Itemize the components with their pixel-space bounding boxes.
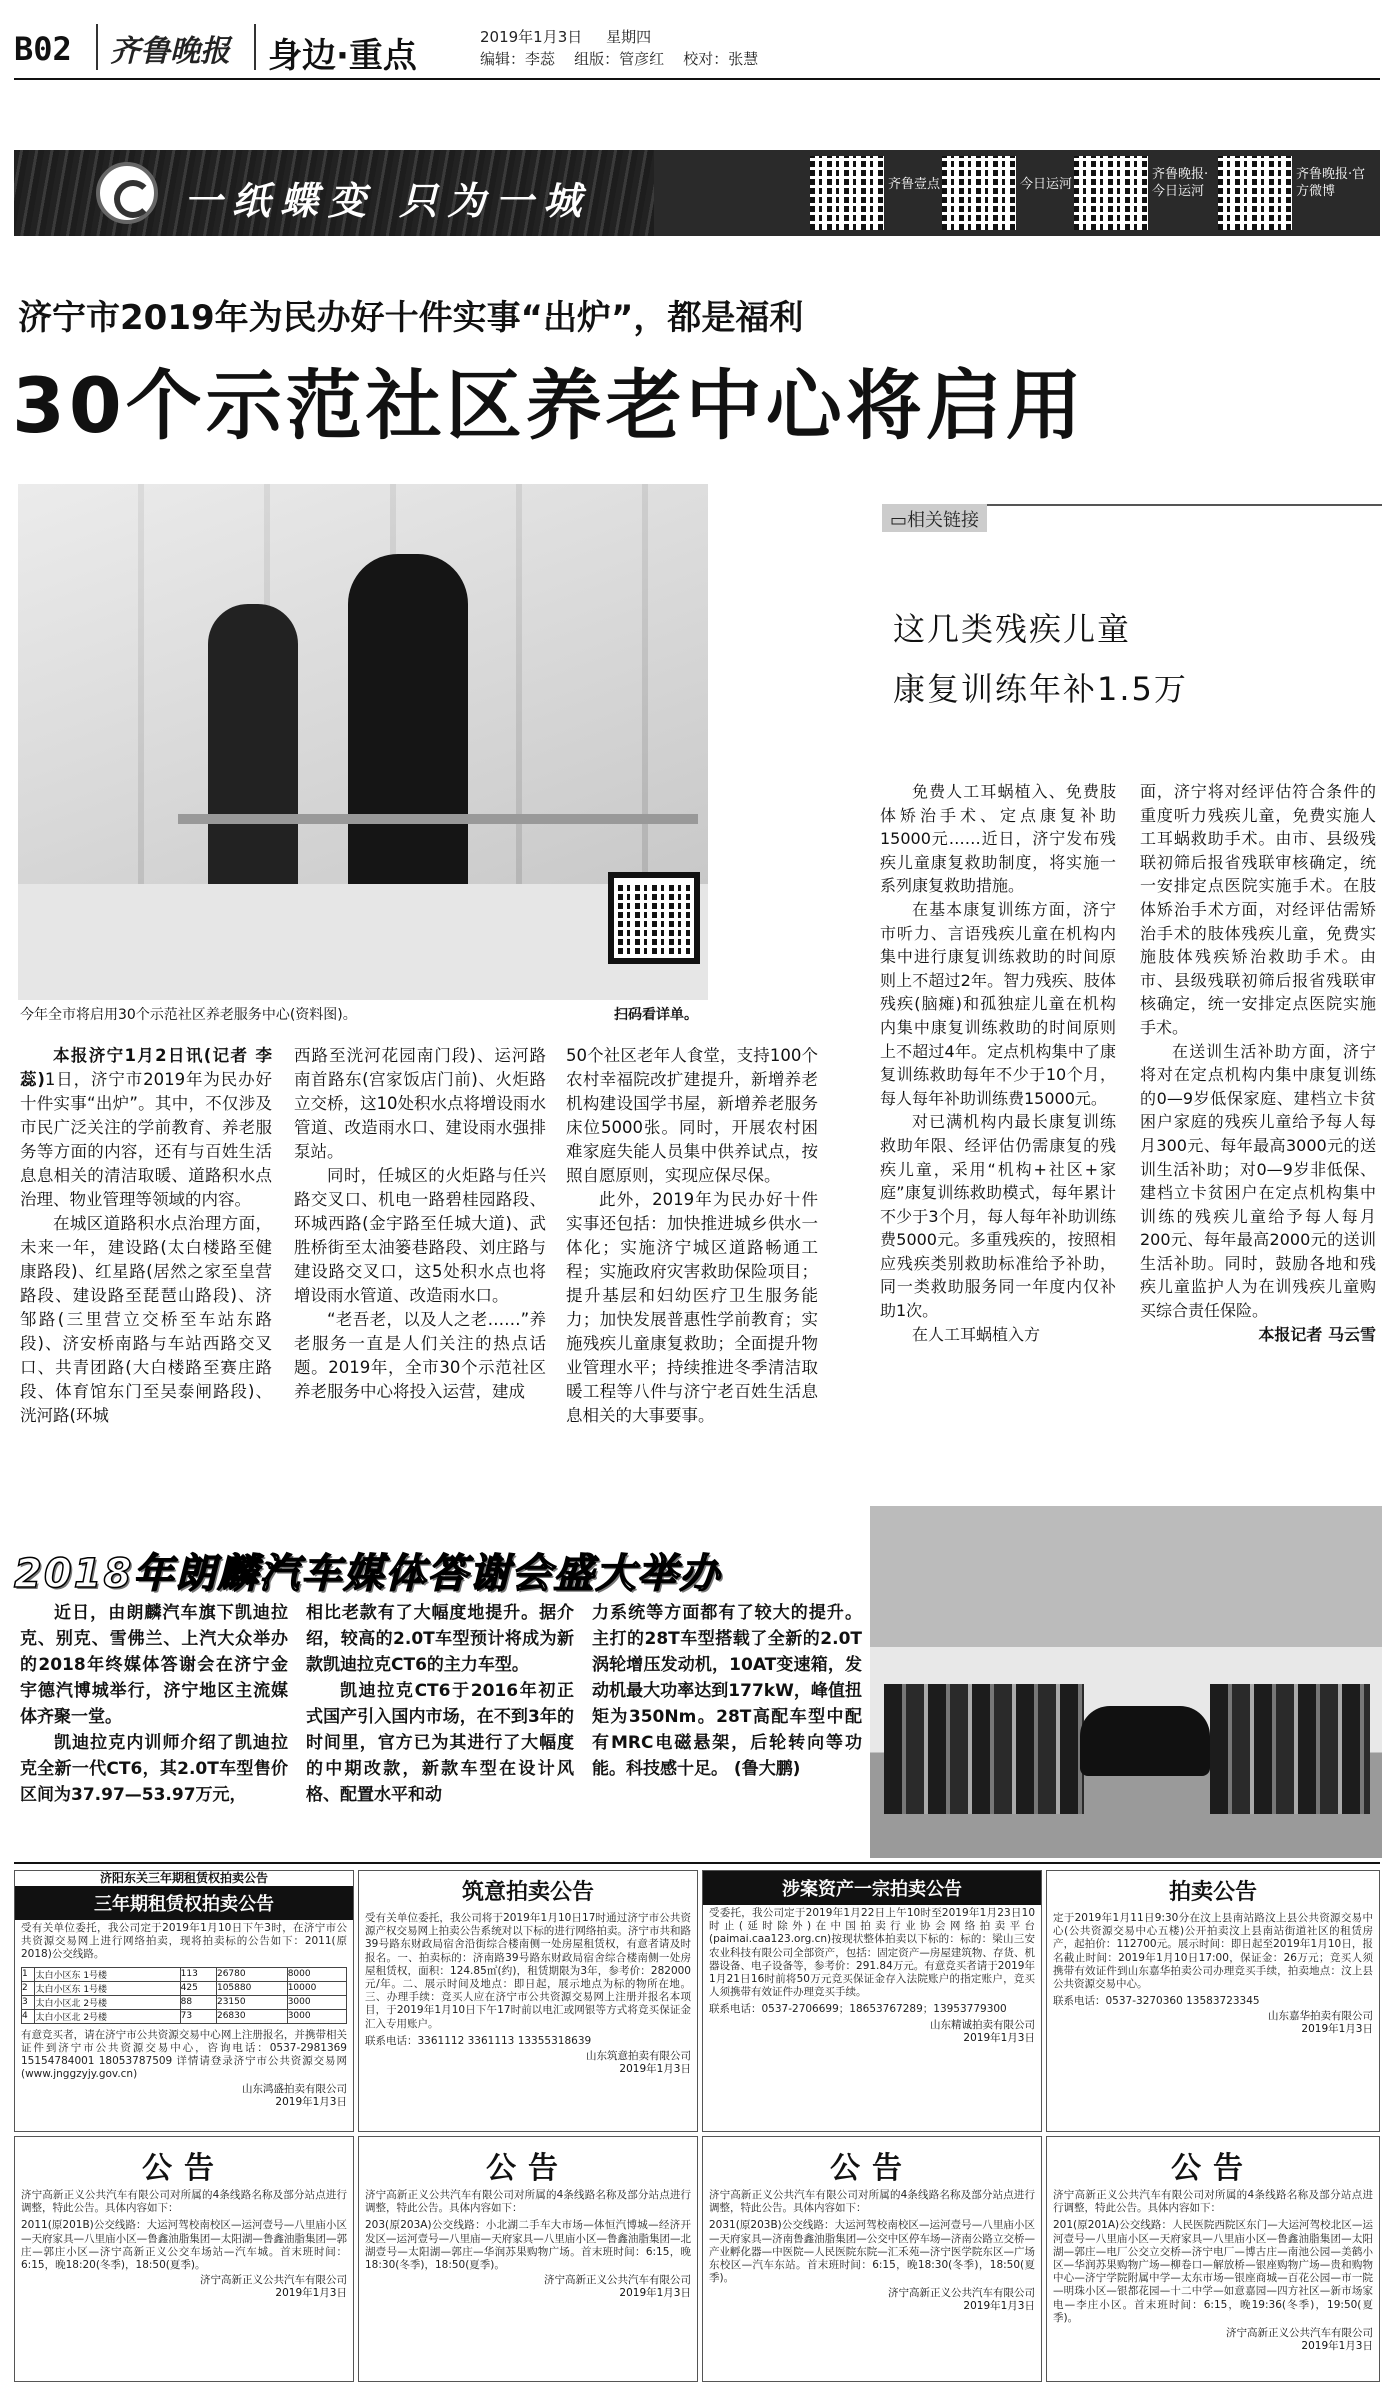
notice-body: 有意竞买者，请在济宁市公共资源交易中心网上注册报名，并携带相关证件到济宁市公共资源交易中心，咨询电话：0537-2981369 15154784001 18053787509 详情请登录济宁市公共资源交易网 (www.jnggzyjy.gov.cn) bbox=[21, 2028, 347, 2081]
paragraph: 在送训生活补助方面，济宁将对在定点机构内集中康复训练的0—9岁低保家庭、建档立卡贫困户家庭的残疾儿童给予每人每月300元、每年最高3000元的送训生活补助；对0—9岁非低保、建档立卡贫困户在定点机构集中训练的残疾儿童给予每人每月200元、每年最高2000元的送训生活补助。同时，鼓励各地和残疾儿童监护人为在训残疾儿童购买综合责任保险。 bbox=[1140, 1041, 1376, 1321]
notice-body: 济宁高新正义公共汽车有限公司对所属的4条线路名称及部分站点进行调整，特此公告。具体内容如下： bbox=[709, 2189, 1035, 2215]
qr-code-icon bbox=[1218, 156, 1292, 230]
table-cell: 23150 bbox=[216, 1995, 287, 2009]
qr-code-icon bbox=[942, 156, 1016, 230]
table-cell: 2 bbox=[22, 1981, 35, 1995]
editorial-credits bbox=[480, 48, 758, 69]
paragraph: 在城区道路积水点治理方面，未来一年，建设路(太白楼路至健康路段)、红星路(居然之家至皇营路段、建设路至琵琶山路段)、济邹路(三里营立交桥至车站东路段)、济安桥南路与车站西路交叉口、共青团路(大白楼路至赛庄路段、体育馆东门至吴泰闸路段)、洸河路(环城 bbox=[20, 1214, 272, 1425]
table-cell: 425 bbox=[180, 1981, 216, 1995]
paragraph: 对已满机构内最长康复训练救助年限、经评估仍需康复的残疾儿童，采用“机构+社区+家庭”康复训练救助模式，每年累计不少于3个月，每人每年补助训练费5000元。多重残疾的，按照相应残疾类别救助标准给予补助，同一类救助服务同一年度内仅补助1次。 bbox=[880, 1112, 1116, 1321]
notice-issuer: 济宁高新正义公共汽车有限公司 bbox=[1226, 2327, 1373, 2340]
notice-issuer: 济宁高新正义公共汽车有限公司 bbox=[544, 2274, 691, 2287]
notice-issuer: 山东嘉华拍卖有限公司 bbox=[1268, 2010, 1373, 2023]
divider bbox=[96, 24, 98, 70]
article-kicker: 济宁市2019年为民办好十件实事“出炉”，都是福利 bbox=[18, 298, 804, 338]
bus-notice bbox=[14, 2136, 354, 2382]
weekday: 星期四 bbox=[606, 28, 652, 46]
paragraph: 凯迪拉克内训师介绍了凯迪拉克全新一代CT6，其2.0T车型售价区间为37.97—53.97万元， bbox=[20, 1733, 288, 1805]
notice-title: 公告 bbox=[1171, 2151, 1255, 2186]
related-title: 康复训练年补1.5万 bbox=[893, 670, 1188, 708]
table-cell: 88 bbox=[180, 1995, 216, 2009]
table-cell: 113 bbox=[180, 1967, 216, 1981]
notice-route: 2011(原201B)公交线路：大运河驾校南校区—运河壹号—八里庙小区—天府家具—八里庙小区—鲁鑫油脂集团—太阳湖—鲁鑫油脂集团—郭庄—郭庄小区—济宁高新正义公交车场站—汽车城。首末班时间：6:15，晚18:20(冬季)，18:50(夏季)。 bbox=[21, 2219, 347, 2272]
table-cell: 太白小区北 2号楼 bbox=[35, 1995, 180, 2009]
notice-date: 2019年1月3日 bbox=[275, 2287, 347, 2300]
table-row bbox=[22, 1981, 347, 1995]
proofreader-credit: 校对：张慧 bbox=[683, 50, 759, 68]
paragraph: 在基本康复训练方面，济宁市听力、言语残疾儿童在机构内集中进行康复训练救助的时间原则上不超过2年。智力残疾、肢体残疾(脑瘫)和孤独症儿童在机构内集中康复训练救助的时间原则上不超过4年。定点机构集中了康复训练救助每年不少于10个月，每人每年补助训练费15000元。 bbox=[880, 899, 1116, 1108]
notice-zhuyi-auction bbox=[358, 1870, 698, 2132]
article-photo bbox=[18, 484, 708, 1000]
notice-table bbox=[21, 1967, 347, 2024]
paragraph: 力系统等方面都有了较大的提升。主打的28T车型搭载了全新的2.0T涡轮增压发动机，10AT变速箱，发动机最大功率达到177kW，峰值扭矩为350Nm。28T高配车型中配有MRC电磁悬架，后轮转向等功能。科技感十足。 (鲁大鹏) bbox=[592, 1603, 862, 1779]
auto-event-photo bbox=[870, 1506, 1382, 1858]
notice-issuer: 山东筑意拍卖有限公司 bbox=[586, 2050, 691, 2063]
bus-notice bbox=[1046, 2136, 1380, 2382]
paragraph: 1日，济宁市2019年为民办好十件实事“出炉”。其中，不仅涉及市民广泛关注的学前教育、养老服务等方面的内容，还有与百姓生活息息相关的清洁取暖、道路积水点治理、物业管理等领域的内容。 bbox=[20, 1070, 272, 1209]
paragraph: 同时，任城区的火炬路与任兴路交叉口、机电一路碧桂园路段、环城西路(金宇路至任城大道)、武胜桥街至太油篓巷路段、刘庄路与建设路交叉口，这5处积水点也将增设雨水管道、改造雨水口。 bbox=[294, 1166, 546, 1305]
related-author: 本报记者 马云雪 bbox=[1258, 1324, 1376, 1344]
qr-code-icon bbox=[810, 156, 884, 230]
notice-title: 涉案资产一宗拍卖公告 bbox=[703, 1871, 1041, 1905]
paragraph: 相比老款有了大幅度地提升。据介绍，较高的2.0T车型预计将成为新款凯迪拉克CT6的主力车型。 bbox=[306, 1603, 574, 1675]
table-row bbox=[22, 1995, 347, 2009]
editor-credit: 编辑：李蕊 bbox=[480, 50, 556, 68]
notice-body: 济宁高新正义公共汽车有限公司对所属的4条线路名称及部分站点进行调整，特此公告。具体内容如下： bbox=[21, 2189, 347, 2215]
car bbox=[1080, 1706, 1210, 1776]
notice-date: 2019年1月3日 bbox=[619, 2063, 691, 2076]
table-cell: 太白小区东 1号楼 bbox=[35, 1981, 180, 1995]
photo-caption: 今年全市将启用30个示范社区养老服务中心(资料图)。 bbox=[20, 1007, 357, 1023]
notice-title: 公告 bbox=[830, 2151, 914, 2186]
table-row bbox=[22, 2009, 347, 2023]
handrail bbox=[178, 814, 698, 824]
auto-headline: 2018年朗麟汽车媒体答谢会盛大举办 bbox=[14, 1551, 722, 1597]
bus-notice bbox=[702, 2136, 1042, 2382]
page-number: B02 bbox=[14, 30, 72, 68]
qr-label: 齐鲁晚报·今日运河 bbox=[1152, 167, 1209, 199]
banner-logo-icon bbox=[96, 162, 158, 224]
paragraph: 此外，2019年为民办好十件实事还包括：加快推进城乡供水一体化；实施济宁城区道路畅通工程；实施政府灾害救助保险项目；提升基层和妇幼医疗卫生服务能力；加快发展普惠性学前教育；实施残疾儿童康复救助；全面提升物业管理水平；持续推进冬季清洁取暖工程等八件与济宁老百姓生活息息相关的大事要事。 bbox=[566, 1190, 818, 1425]
notice-contact: 联系电话：0537-3270360 13583723345 bbox=[1053, 1995, 1260, 2008]
notice-issuer: 济宁高新正义公共汽车有限公司 bbox=[200, 2274, 347, 2287]
article-byline: 本报济宁1月2日讯(记者 李蕊) bbox=[20, 1046, 272, 1089]
notice-body: 受有关单位委托，我公司将于2019年1月10日17时通过济宁市公共资源产权交易网上拍卖公告系统对以下标的进行网络拍卖。济宁市共和路39号路东财政局宿舍沿街综合楼南侧一处房屋租赁权，有意者请及时报名。一、拍卖标的：济南路39号路东财政局宿舍综合楼南侧一处房屋租赁权，面积：124.85㎡(约)，租赁期限为3年，参考价：282000元/年。二、展示时间及地点：即日起，展示地点为标的物所在地。三、办理手续：竞买人应在济宁市公共资源交易网上注册并报名本项目，于2019年1月10日下午17时前以电汇或网银等方式将竞买保证金汇入专用账户。 bbox=[365, 1912, 691, 2030]
banner-slogan: 一纸蝶变 只为一城 bbox=[184, 178, 592, 223]
qr-caption: 扫码看详单。 bbox=[614, 1007, 698, 1023]
notice-auction bbox=[1046, 1870, 1380, 2132]
table-cell: 3000 bbox=[287, 1995, 346, 2009]
table-cell: 太白小区北 2号楼 bbox=[35, 2009, 180, 2023]
article-column-3 bbox=[566, 1044, 818, 1428]
notice-route: 201(原201A)公交线路：人民医院西院区东门—大运河驾校北区—运河壹号—八里庙小区—天府家具—八里庙小区—鲁鑫油脂集团—太阳湖—郭庄—电厂公交立交桥—济宁电厂—博古庄—南池公园—美鹤小区—华润苏果购物广场—柳卷口—解放桥—银座购物广场—贵和购物中心—济宁学院附属中学—太东市场—银座商城—百花公园—市一院—明珠小区—银都花园—十二中学—如意嘉园—四方社区—新市场家电—李庄小区。首末班时间：6:15，晚19:36(冬季)，19:50(夏季)。 bbox=[1053, 2219, 1373, 2324]
notice-route: 2031(原203B)公交线路：大运河驾校南校区—运河壹号—八里庙小区—天府家具—济南鲁鑫油脂集团—公交中区停车场—济南公路立交桥—产业孵化器—中医院—人民医院东院—汇禾苑—济宁医学院东区—广场东校区—汽车东站。首末班时间：6:15，晚18:30(冬季)，18:50(夏季)。 bbox=[709, 2219, 1035, 2285]
related-column-2 bbox=[1140, 780, 1376, 1346]
layout-credit: 组版：管彦红 bbox=[574, 50, 665, 68]
table-row bbox=[22, 1967, 347, 1981]
masthead-rule bbox=[14, 78, 1380, 80]
notice-body: 定于2019年1月11日9:30分在汶上县南站路汶上县公共资源交易中心(公共资源交易中心五楼)公开拍卖汶上县南站街道社区的租赁房产，起拍价：112700元。展示时间：即日起至2019年1月10日，报名截止时间：2019年1月10日17:00，保证金：26万元；竞买人须携带有效证件到山东嘉华拍卖公司办理竞买手续，拍卖地点：汶上县公共资源交易中心。 bbox=[1053, 1912, 1373, 1991]
table-cell: 1 bbox=[22, 1967, 35, 1981]
table-cell: 73 bbox=[180, 2009, 216, 2023]
paragraph: 面，济宁将对经评估符合条件的重度听力残疾儿童，免费实施人工耳蜗救助手术。由市、县级残联初筛后报省残联审核确定，统一安排定点医院实施手术。在肢体矫治手术方面，对经评估需矫治手术的肢体残疾儿童，免费实施肢体残疾矫治救助手术。由市、县级残联初筛后报省残联审核确定，统一安排定点医院实施手术。 bbox=[1140, 782, 1376, 1037]
notice-lease-auction bbox=[14, 1870, 354, 2132]
qr-label: 齐鲁晚报·官方微博 bbox=[1296, 167, 1366, 199]
section-title: 身边·重点 bbox=[268, 36, 417, 76]
qr-code-icon bbox=[1074, 156, 1148, 230]
article-column-2 bbox=[294, 1044, 546, 1404]
article-column-1 bbox=[20, 1044, 272, 1428]
qr-code-icon bbox=[608, 872, 700, 964]
people-group bbox=[884, 1684, 1084, 1814]
paragraph: 西路至洸河花园南门段)、运河路南首路东(宫家饭店门前)、火炬路立交桥，这10处积水点将增设雨水管道、改造雨水口、建设雨水强排泵站。 bbox=[294, 1046, 546, 1161]
table-cell: 3 bbox=[22, 1995, 35, 2009]
related-column-1 bbox=[880, 780, 1116, 1346]
notice-title: 公告 bbox=[486, 2151, 570, 2186]
related-tag: ▭相关链接 bbox=[882, 504, 987, 532]
paragraph: 50个社区老年人食堂，支持100个农村幸福院改扩建提升，新增养老机构建设国学书屋，新增养老服务床位5000张。同时，开展农村困难家庭失能人员集中供养试点，按照自愿原则，实现应保尽保。 bbox=[566, 1046, 818, 1185]
notice-issuer: 山东精诚拍卖有限公司 bbox=[930, 2018, 1035, 2031]
notice-date: 2019年1月3日 bbox=[1301, 2023, 1373, 2036]
related-title: 这几类残疾儿童 bbox=[893, 610, 1132, 648]
notice-title: 筑意拍卖公告 bbox=[461, 1880, 594, 1905]
table-cell: 8000 bbox=[287, 1967, 346, 1981]
notice-date: 2019年1月3日 bbox=[1301, 2340, 1373, 2353]
notice-body: 济宁高新正义公共汽车有限公司对所属的4条线路名称及部分站点进行调整，特此公告。具体内容如下： bbox=[1053, 2189, 1373, 2215]
table-cell: 3000 bbox=[287, 2009, 346, 2023]
floor bbox=[18, 884, 708, 1000]
auto-column-3 bbox=[592, 1600, 862, 1782]
notice-body: 受委托，我公司定于2019年1月22日上午10时至2019年1月23日10时止(延时除外)在中国拍卖行业协会网络拍卖平台(paimai.caa123.org.cn)按现状整体拍卖以下标的：标的：梁山三安农业科技有限公司全部资产，包括：固定资产—房屋建筑物、存货、机器设备、电子设备等，参考价：291.84万元。有意竞买者请于2019年1月21日16时前将50万元竞买保证金存入法院账户的指定账户，竞买人须携带有效证件办理竞买手续。 bbox=[709, 1907, 1035, 1999]
table-cell: 太白小区东 1号楼 bbox=[35, 1967, 180, 1981]
table-cell: 10000 bbox=[287, 1981, 346, 1995]
people-group bbox=[1210, 1684, 1370, 1814]
notice-date: 2019年1月3日 bbox=[963, 2031, 1035, 2044]
notice-date: 2019年1月3日 bbox=[963, 2300, 1035, 2313]
notice-issuer: 山东鸿盛拍卖有限公司 bbox=[242, 2083, 347, 2096]
related-tag-label: 相关链接 bbox=[907, 510, 980, 531]
auto-column-2 bbox=[306, 1600, 574, 1808]
notice-header: 济阳东关三年期租赁权拍卖公告 bbox=[99, 1871, 268, 1885]
bus-notice bbox=[358, 2136, 698, 2382]
divider bbox=[254, 24, 256, 70]
table-cell: 26830 bbox=[216, 2009, 287, 2023]
paragraph: “老吾老，以及人之老……”养老服务一直是人们关注的热点话题。2019年，全市30个示范社区养老服务中心将投入运营，建成 bbox=[294, 1310, 546, 1401]
notice-issuer: 济宁高新正义公共汽车有限公司 bbox=[888, 2287, 1035, 2300]
paragraph: 在人工耳蜗植入方 bbox=[912, 1324, 1041, 1344]
table-cell: 26780 bbox=[216, 1967, 287, 1981]
notice-date: 2019年1月3日 bbox=[275, 2096, 347, 2109]
auto-column-1 bbox=[20, 1600, 288, 1808]
paragraph: 凯迪拉克CT6于2016年初正式国产引入国内市场，在不到3年的时间里，官方已为其进行了大幅度的中期改款，新款车型在设计风格、配置水平和动 bbox=[306, 1681, 574, 1805]
notice-contact: 联系电话：3361112 3361113 13355318639 bbox=[365, 2034, 592, 2047]
table-cell: 105880 bbox=[216, 1981, 287, 1995]
notice-date: 2019年1月3日 bbox=[619, 2287, 691, 2300]
date: 2019年1月3日 bbox=[480, 28, 583, 46]
notice-contact: 联系电话：0537-2706699；18653767289；13953779300 bbox=[709, 2003, 1007, 2016]
notice-body: 受有关单位委托，我公司定于2019年1月10日下午3时，在济宁市公共资源交易网上进行网络拍卖，现将拍卖标的公告如下：2011(原2018)公交线路。 bbox=[21, 1922, 347, 1961]
notice-title: 公告 bbox=[142, 2151, 226, 2186]
notice-body: 济宁高新正义公共汽车有限公司对所属的4条线路名称及部分站点进行调整，特此公告。具体内容如下： bbox=[365, 2189, 691, 2215]
newspaper-logo: 齐鲁晚报 bbox=[110, 34, 230, 69]
issue-date bbox=[480, 26, 651, 47]
notice-title: 三年期租赁权拍卖公告 bbox=[15, 1886, 353, 1920]
article-headline: 30个示范社区养老中心将启用 bbox=[12, 361, 1086, 450]
notice-title: 拍卖公告 bbox=[1168, 1880, 1257, 1905]
notice-route: 203(原203A)公交线路：小北湖二手车大市场—体恒汽博城—经济开发区—运河壹号—八里庙—天府家具—八里庙小区—鲁鑫油脂集团—北湖壹号—太阳湖—郭庄—华润苏果购物广场。首末班时间：6:15，晚18:30(冬季)，18:50(夏季)。 bbox=[365, 2219, 691, 2272]
qr-label: 齐鲁壹点 bbox=[888, 177, 941, 192]
paragraph: 免费人工耳蜗植入、免费肢体矫治手术、定点康复补助15000元……近日，济宁发布残疾儿童康复救助制度，将实施一系列康复救助措施。 bbox=[880, 782, 1116, 896]
notice-seized-assets-auction bbox=[702, 1870, 1042, 2132]
paragraph: 近日，由朗麟汽车旗下凯迪拉克、别克、雪佛兰、上汽大众举办的2018年终媒体答谢会在济宁金宇德汽博城举行，济宁地区主流媒体齐聚一堂。 bbox=[20, 1603, 288, 1727]
table-cell: 4 bbox=[22, 2009, 35, 2023]
qr-label: 今日运河 bbox=[1020, 177, 1073, 192]
